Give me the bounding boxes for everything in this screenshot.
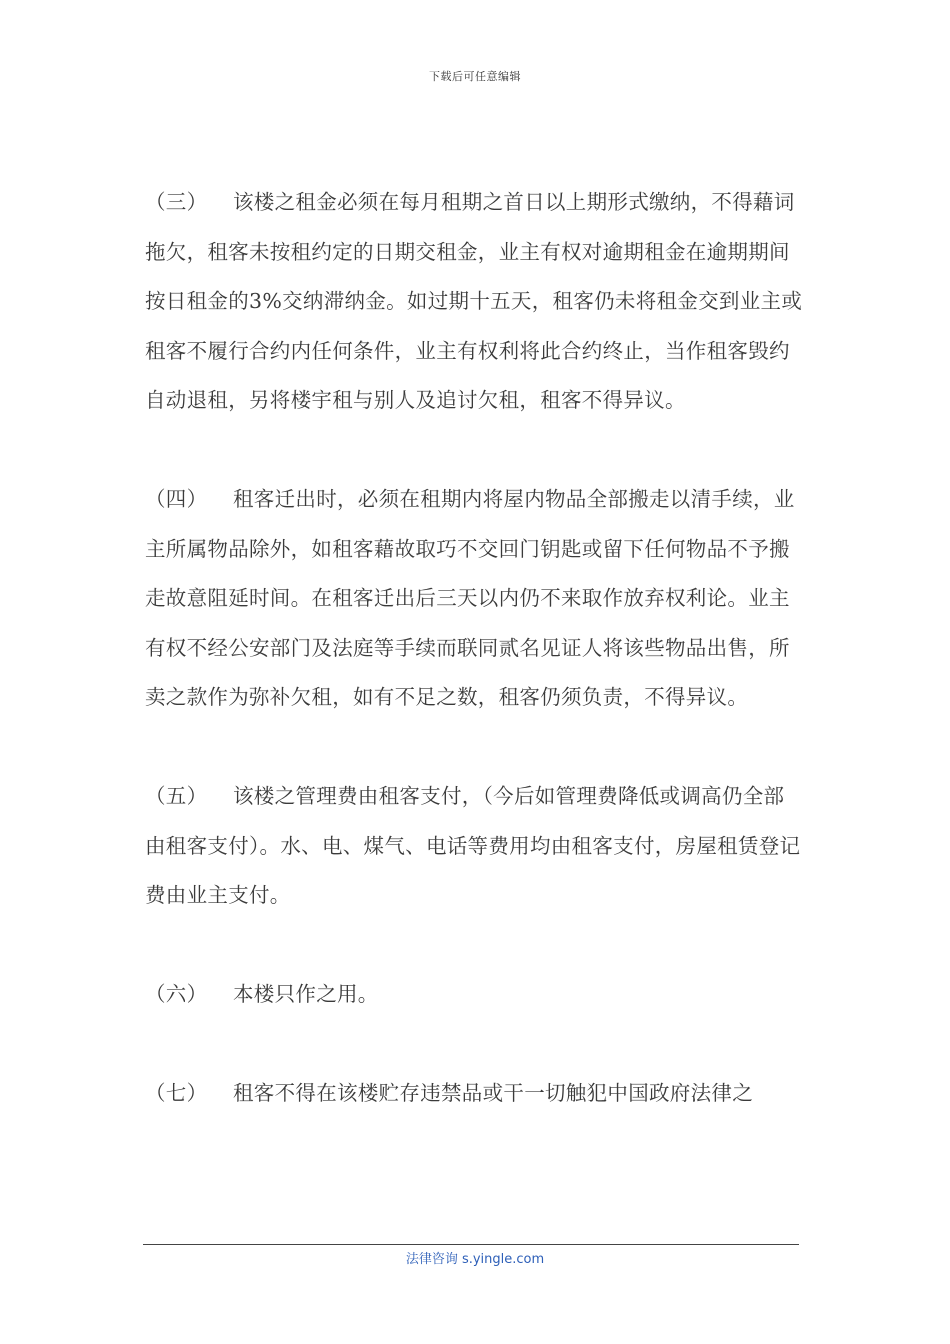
clause-text: 本楼只作之用。 xyxy=(233,982,379,1006)
clause-text: 该楼之租金必须在每月租期之首日以上期形式缴纳，不得藉词拖欠，租客未按租约定的日期交租金，业主有权对逾期租金在逾期期间按日租金的3%交纳滞纳金。如过期十五天，租客仍未将租金交到业主或租客不履行合约内任何条件，业主有权利将此合约终止，当作租客毁约自动退租，另将楼宇租与别人及追讨欠租，租客不得异议。 xyxy=(145,190,803,412)
clause-number: （四） xyxy=(145,487,208,511)
clause-4 xyxy=(145,475,805,723)
footer-link[interactable]: 法律咨询 s.yingle.com xyxy=(405,1252,545,1267)
clause-7 xyxy=(145,1069,805,1119)
clause-number: （七） xyxy=(145,1081,208,1105)
document-body xyxy=(145,178,805,1168)
clause-number: （五） xyxy=(145,784,208,808)
page-header-note: 下载后可任意编辑 xyxy=(429,70,521,83)
clause-5 xyxy=(145,772,805,921)
clause-text: 租客迁出时，必须在租期内将屋内物品全部搬走以清手续，业主所属物品除外，如租客藉故取巧不交回门钥匙或留下任何物品不予搬走故意阻延时间。在租客迁出后三天以内仍不来取作放弃权利论。业主有权不经公安部门及法庭等手续而联同贰名见证人将该些物品出售，所卖之款作为弥补欠租，如有不足之数，租客仍须负责，不得异议。 xyxy=(145,487,795,709)
clause-number: （三） xyxy=(145,190,208,214)
clause-6 xyxy=(145,970,805,1020)
clause-text: 该楼之管理费由租客支付，（今后如管理费降低或调高仍全部由租客支付）。水、电、煤气、电话等费用均由租客支付，房屋租赁登记费由业主支付。 xyxy=(145,784,801,907)
footer-divider xyxy=(143,1244,799,1245)
clause-text: 租客不得在该楼贮存违禁品或干一切触犯中国政府法律之 xyxy=(233,1081,753,1105)
clause-3 xyxy=(145,178,805,426)
clause-number: （六） xyxy=(145,982,208,1006)
